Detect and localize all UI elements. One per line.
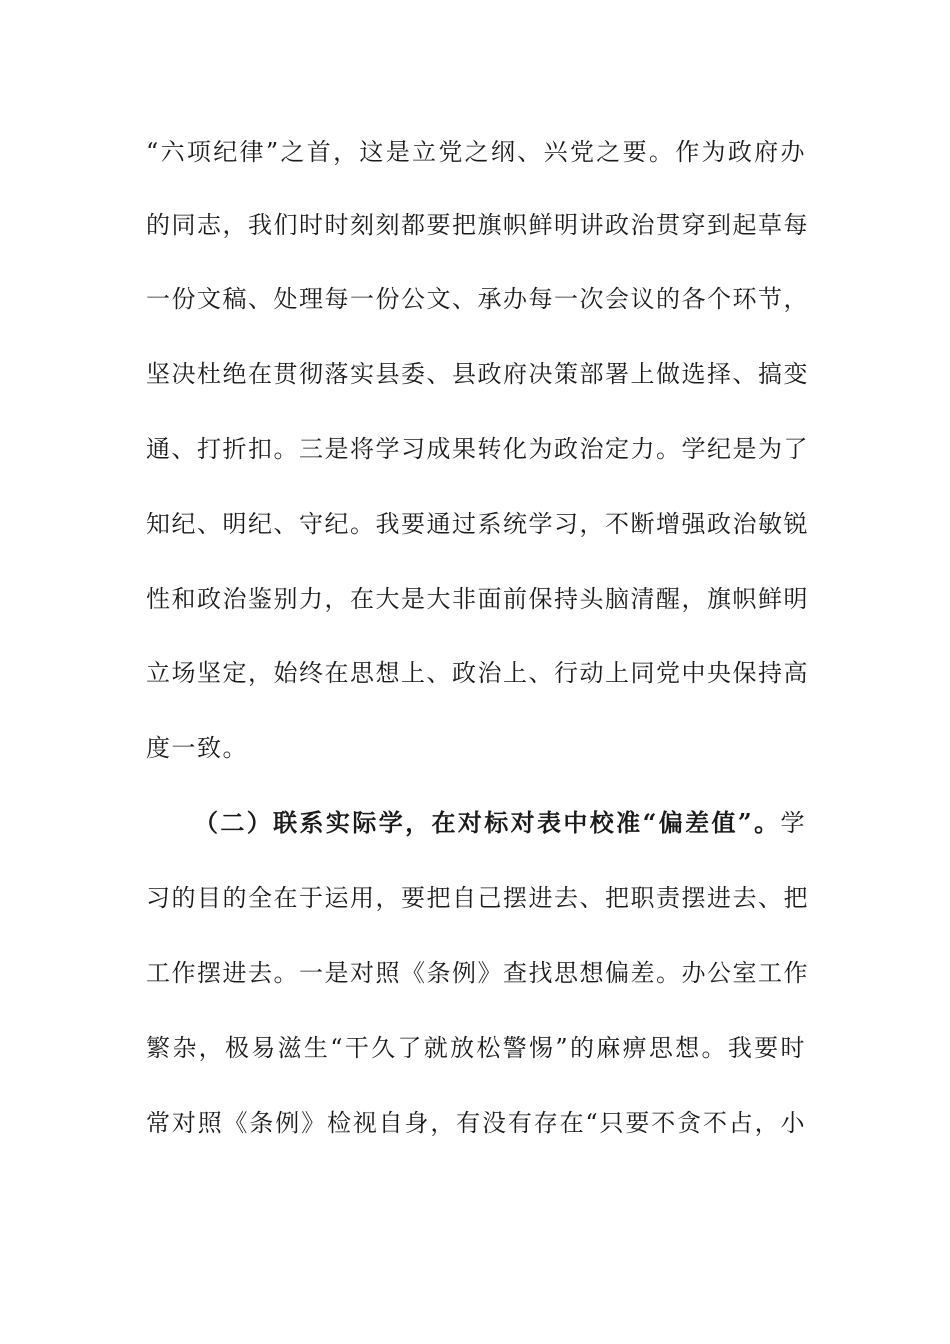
- paragraph-line: 繁杂，极易滋生“干久了就放松警惕”的麻痹思想。我要时: [146, 1034, 806, 1062]
- paragraph-line: 通、打折扣。三是将学习成果转化为政治定力。学纪是为了: [146, 435, 809, 463]
- section-heading: （二）联系实际学，在对标对表中校准“偏差值”。: [194, 808, 781, 837]
- paragraph-line: 坚决杜绝在贯彻落实县委、县政府决策部署上做选择、搞变: [146, 360, 809, 388]
- paragraph-line: 度一致。: [146, 734, 248, 762]
- paragraph-line: 性和政治鉴别力，在大是大非面前保持头脑清醒，旗帜鲜明: [146, 585, 809, 613]
- paragraph-line: 的同志，我们时时刻刻都要把旗帜鲜明讲政治贯穿到起草每: [146, 211, 809, 239]
- section-heading-tail: 学: [780, 809, 806, 837]
- paragraph-line: 知纪、明纪、守纪。我要通过系统学习，不断增强政治敏锐: [146, 510, 809, 538]
- paragraph-line: 立场坚定，始终在思想上、政治上、行动上同党中央保持高: [146, 659, 809, 687]
- section-heading-line: [194, 808, 806, 838]
- paragraph-line: “六项纪律”之首，这是立党之纲、兴党之要。作为政府办: [146, 138, 806, 166]
- paragraph-line: 常对照《条例》检视自身，有没有存在“只要不贪不占，小: [146, 1109, 806, 1137]
- paragraph-line: 一份文稿、处理每一份公文、承办每一次会议的各个环节，: [146, 285, 809, 313]
- paragraph-line: 工作摆进去。一是对照《条例》查找思想偏差。办公室工作: [146, 959, 809, 987]
- paragraph-line: 习的目的全在于运用，要把自己摆进去、把职责摆进去、把: [146, 884, 809, 912]
